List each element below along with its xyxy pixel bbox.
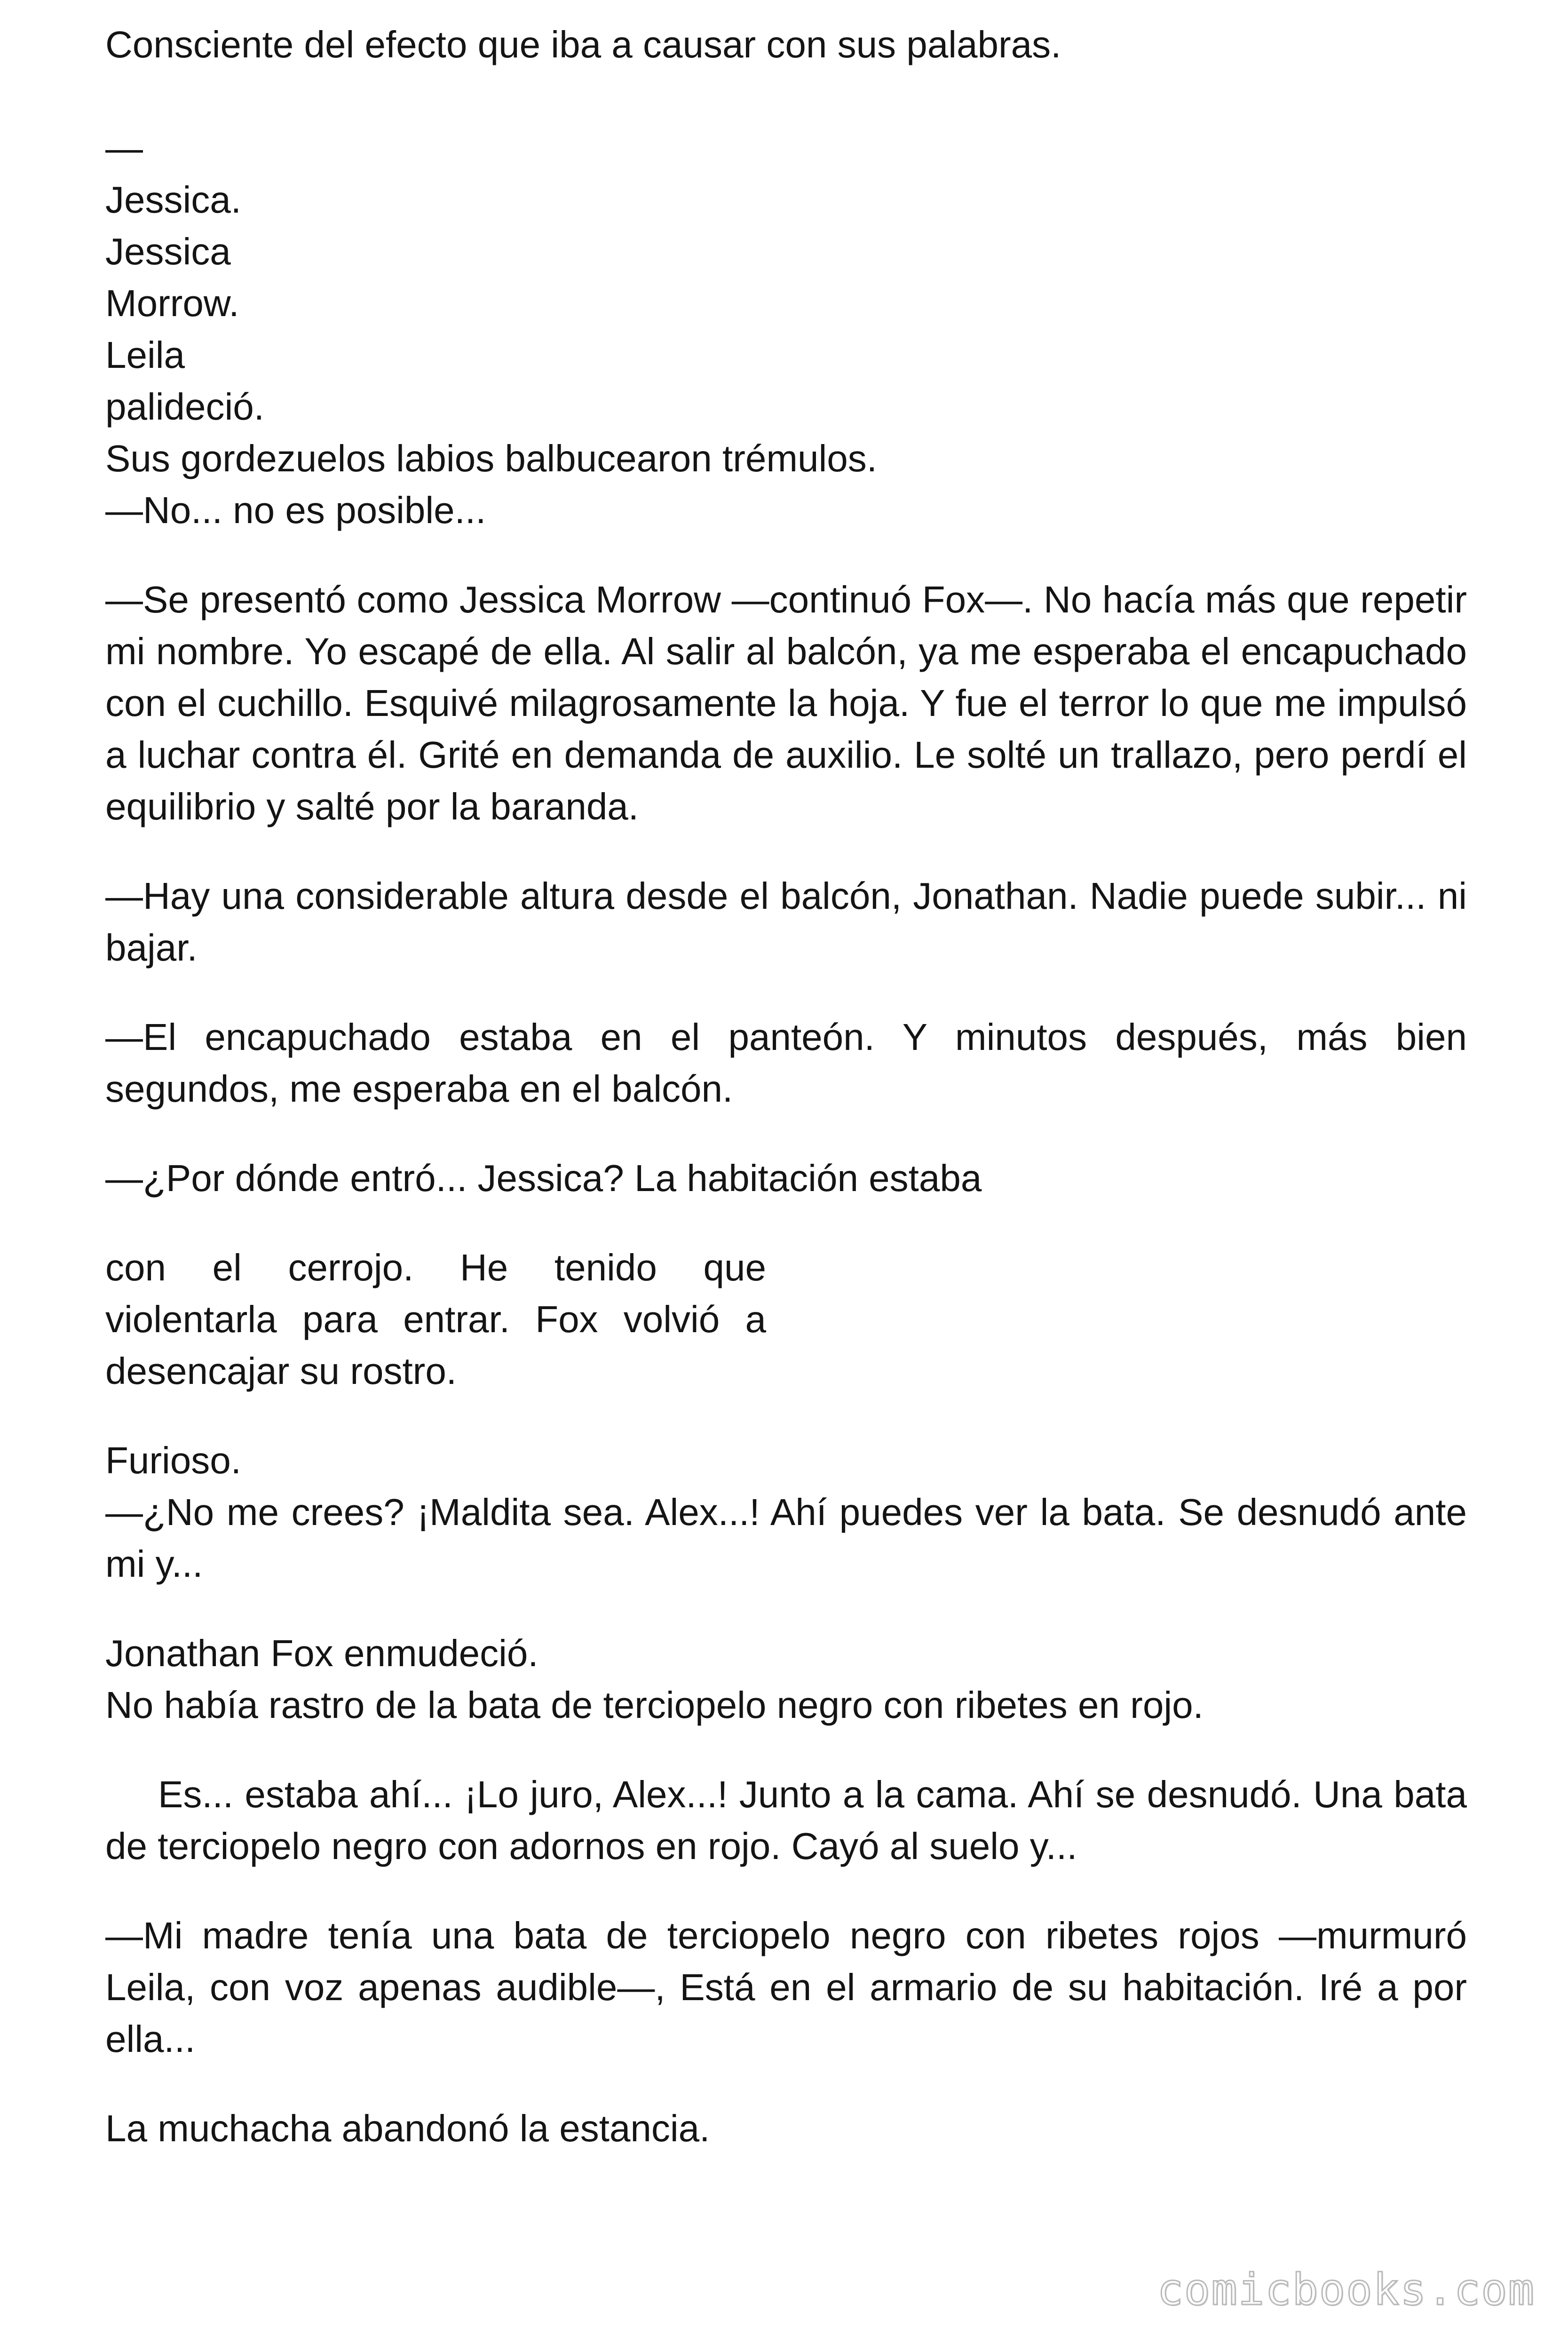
paragraph-altura: —Hay una considerable altura desde el balcón, Jonathan. Nadie puede subir... ni bajar. (105, 875, 1467, 969)
paragraph-closing: La muchacha abandonó la estancia. (105, 2107, 710, 2149)
line-jessica: Jessica. (105, 179, 241, 221)
line-morrow: Morrow. (105, 282, 239, 324)
line-labios: Sus gordezuelos labios balbucearon trémulos. (105, 437, 877, 479)
paragraph-encapuchado: —El encapuchado estaba en el panteón. Y minutos después, más bien segundos, me esperaba en el balcón. (105, 1016, 1467, 1110)
paragraph-fox-story: —Se presentó como Jessica Morrow —continuó Fox—. No hacía más que repetir mi nombre. Yo escapé de ella. Al salir al balcón, ya me esperaba el encapuchado con el cuchillo. Esquivé milagrosamente la hoja. Y fue el terror lo que me impulsó a luchar contra él. Grité en demanda de auxilio. Le solté un trallazo, pero perdí el equilibrio y salté por la baranda. (105, 579, 1467, 827)
dialogue-dash: — (105, 127, 143, 169)
line-furioso: Furioso. (105, 1439, 241, 1481)
paragraph-por-donde: —¿Por dónde entró... Jessica? La habitación estaba (105, 1157, 982, 1199)
paragraph-opening: Consciente del efecto que iba a causar con sus palabras. (105, 24, 1061, 65)
paragraph-estaba-ahi: Es... estaba ahí... ¡Lo juro, Alex...! Junto a la cama. Ahí se desnudó. Una bata de terciopelo negro con adornos en rojo. Cayó al suelo y... (105, 1773, 1467, 1867)
paragraph-mi-madre: —Mi madre tenía una bata de terciopelo negro con ribetes rojos —murmuró Leila, con voz apenas audible—, Está en el armario de su habitación. Iré a por ella... (105, 1915, 1467, 2060)
line-leila: Leila (105, 334, 185, 376)
line-no-es-posible: —No... no es posible... (105, 489, 486, 531)
line-enmudecio: Jonathan Fox enmudeció. (105, 1632, 539, 1674)
line-jessica-2: Jessica (105, 230, 231, 272)
paragraph-no-me-crees: —¿No me crees? ¡Maldita sea. Alex...! Ahí puedes ver la bata. Se desnudó ante mi y... (105, 1491, 1467, 1585)
watermark-logo: comicbooks.com (1157, 2265, 1535, 2315)
paragraph-cerrojo: con el cerrojo. He tenido que violentarla para entrar. Fox volvió a desencajar su rostro. (105, 1247, 766, 1392)
document-page (105, 19, 1467, 2154)
line-no-habia-rastro: No había rastro de la bata de terciopelo negro con ribetes en rojo. (105, 1684, 1204, 1726)
line-palidecio: palideció. (105, 386, 265, 428)
